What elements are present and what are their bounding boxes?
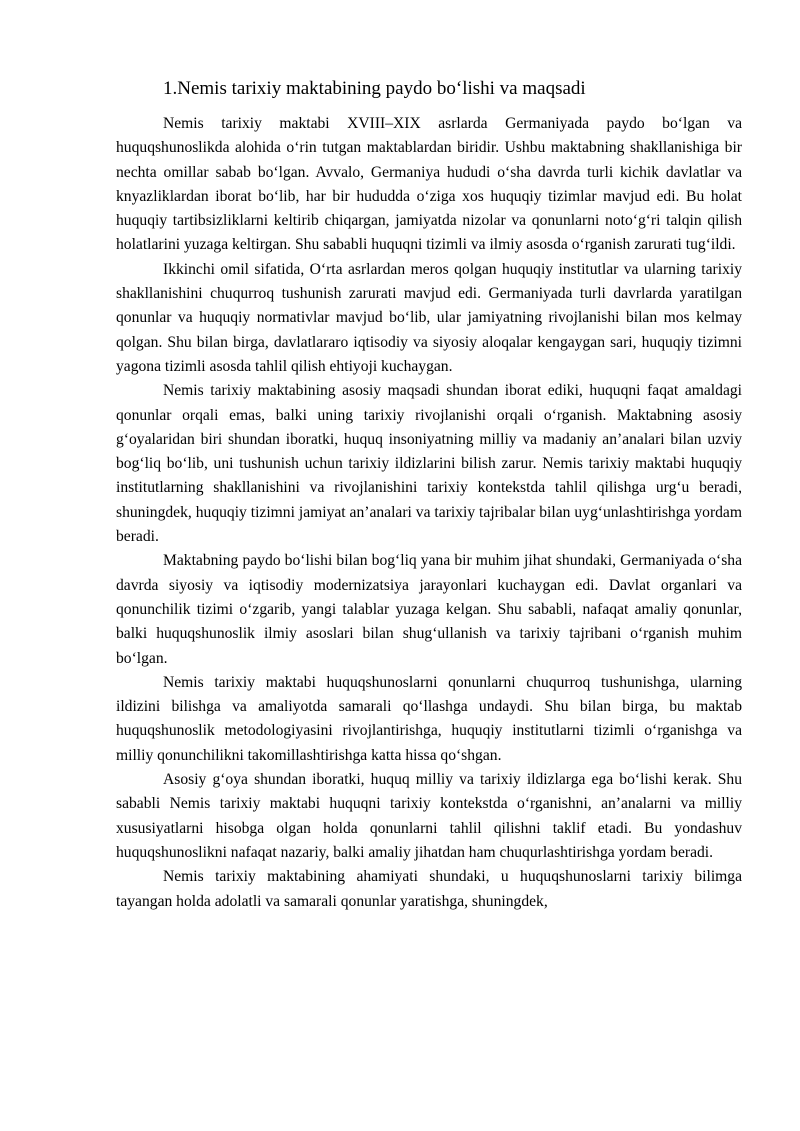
- paragraph-5: Nemis tarixiy maktabi huquqshunoslarni qonunlarni chuqurroq tushunishga, ularning ildizini bilishga va amaliyotda samarali qo‘llashga undaydi. Shu bilan birga, bu maktab huquqshunoslik metodologiyasini rivojlantirishga, huquqiy institutlarni tizimli o‘rganishga va milliy qonunchilikni takomillashtirishga katta hissa qo‘shgan.: [116, 673, 742, 764]
- paragraph-1: Nemis tarixiy maktabi XVIII–XIX asrlarda Germaniyada paydo bo‘lgan va huquqshunoslikda alohida o‘rin tutgan maktablardan biridir. Ushbu maktabning shakllanishiga bir nechta omillar sabab bo‘lgan. Avvalo, Germaniya hududi o‘sha davrda turli kichik davlatlar va knyazliklardan iborat bo‘lib, har bir hududda o‘ziga xos huquqiy tizimlar mavjud edi. Bu holat huquqiy tartibsizliklarni keltirib chiqargan, jamiyatda nizolar va qonunlarni noto‘g‘ri talqin qilish holatlarini yuzaga keltirgan. Shu sababli huquqni tizimli va ilmiy asosda o‘rganish zarurati tug‘ildi.: [116, 115, 742, 254]
- document-page: [116, 76, 742, 914]
- paragraph-3: Nemis tarixiy maktabining asosiy maqsadi shundan iborat ediki, huquqni faqat amaldagi qonunlar orqali emas, balki uning tarixiy rivojlanishi orqali o‘rganish. Maktabning asosiy g‘oyalaridan biri shundan iboratki, huquq insoniyatning milliy va madaniy an’analari bilan uzviy bog‘liq bo‘lib, uni tushunish uchun tarixiy ildizlarini bilish zarur. Nemis tarixiy maktabi huquqiy institutlarning shakllanishini va rivojlanishini tarixiy kontekstda tahlil qilishga urg‘u beradi, shuningdek, huquqiy tizimni jamiyat an’analari va tarixiy tajribalar bilan uyg‘unlashtirishga yordam beradi.: [116, 382, 742, 546]
- paragraph-7: Nemis tarixiy maktabining ahamiyati shundaki, u huquqshunoslarni tarixiy bilimga tayangan holda adolatli va samarali qonunlar yaratishga, shuningdek,: [116, 868, 742, 910]
- section-title: 1.Nemis tarixiy maktabining paydo bo‘lishi va maqsadi: [163, 78, 586, 99]
- paragraph-4: Maktabning paydo bo‘lishi bilan bog‘liq yana bir muhim jihat shundaki, Germaniyada o‘sha davrda siyosiy va iqtisodiy modernizatsiya jarayonlari kuchaygan edi. Davlat organlari va qonunchilik tizimi o‘zgarib, yangi talablar yuzaga kelgan. Shu sababli, nafaqat amaliy qonunlar, balki huquqshunoslik ilmiy asoslari bilan shug‘ullanish va tarixiy tajribani o‘rganish muhim bo‘lgan.: [116, 552, 742, 667]
- paragraph-6: Asosiy g‘oya shundan iboratki, huquq milliy va tarixiy ildizlarga ega bo‘lishi kerak. Shu sababli Nemis tarixiy maktabi huquqni tarixiy kontekstda o‘rganishni, an’analarni va milliy xususiyatlarni hisobga olgan holda qonunlarni tahlil qilishni taklif etadi. Bu yondashuv huquqshunoslikni nafaqat nazariy, balki amaliy jihatdan ham chuqurlashtirishga yordam beradi.: [116, 771, 742, 861]
- paragraph-2: Ikkinchi omil sifatida, O‘rta asrlardan meros qolgan huquqiy institutlar va ularning tarixiy shakllanishini chuqurroq tushunish zarurati mavjud edi. Germaniyada turli davrlarda yaratilgan qonunlar va huquqiy normativlar mavjud bo‘lib, ular jamiyatning rivojlanishi bilan mos kelmay qolgan. Shu bilan birga, davlatlararo iqtisodiy va siyosiy aloqalar kengaygan sari, huquqiy tizimni yagona tizimli asosda tahlil qilish ehtiyoji kuchaygan.: [116, 260, 742, 375]
